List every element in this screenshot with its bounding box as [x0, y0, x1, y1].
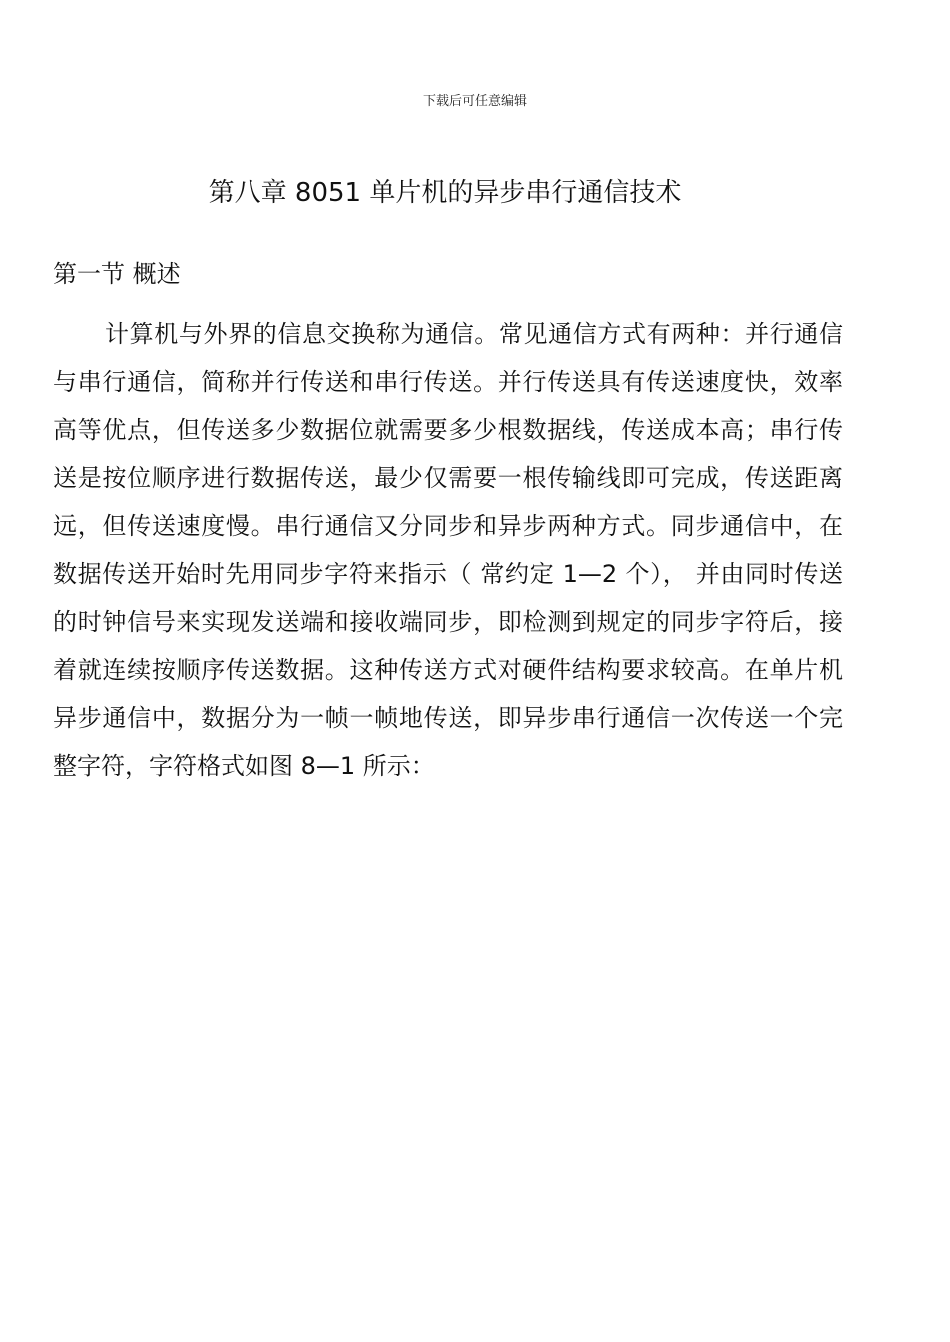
body-paragraph: 计算机与外界的信息交换称为通信。常见通信方式有两种：并行通信与串行通信，简称并行传送和串行传送。并行传送具有传送速度快，效率高等优点，但传送多少数据位就需要多少根数据线，传送成本高；串行传送是按位顺序进行数据传送，最少仅需要一根传输线即可完成，传送距离远，但传送速度慢。串行通信又分同步和异步两种方式。同步通信中，在数据传送开始时先用同步字符来指示（ 常约定 1—2 个）， 并由同时传送的时钟信号来实现发送端和接收端同步，即检测到规定的同步字符后，接着就连续按顺序传送数据。这种传送方式对硬件结构要求较高。在单片机异步通信中，数据分为一帧一帧地传送，即异步串行通信一次传送一个完整字符，字符格式如图 8—1 所示：	[53, 320, 843, 780]
chapter-title: 第八章 8051 单片机的异步串行通信技术	[208, 178, 682, 208]
section-title: 第一节 概述	[53, 260, 181, 288]
header-note: 下载后可任意编辑	[422, 94, 527, 109]
